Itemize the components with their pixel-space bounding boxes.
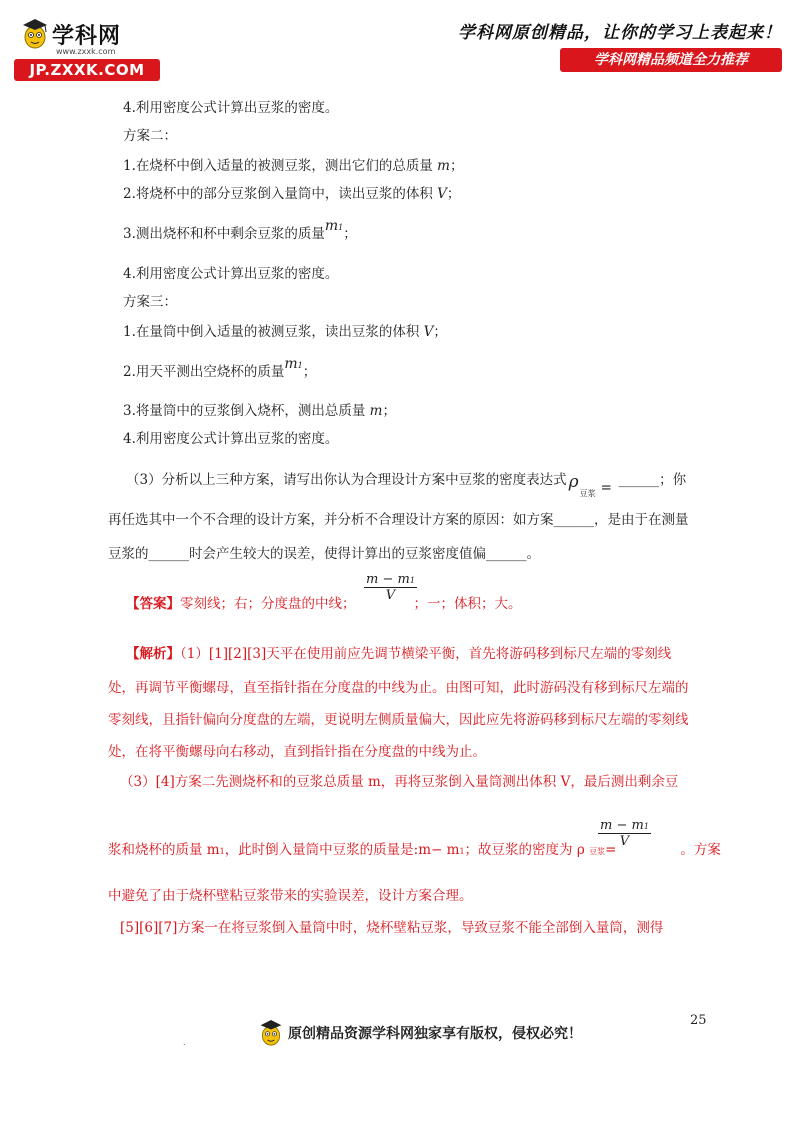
analysis-line: 浆和烧杯的质量 m1，此时倒入量筒中豆浆的质量是:m− m1；故豆浆的密度为 ρ 豆浆= 。方案 (108, 842, 721, 858)
answer-tag: 【答案】 (126, 596, 180, 612)
step-line: 4.利用密度公式计算出豆浆的密度。 (123, 431, 339, 447)
page-number: 25 (690, 1013, 707, 1028)
analysis-line: [5][6][7]方案一在将豆浆倒入量筒中时，烧杯壁粘豆浆，导致豆浆不能全部倒入量筒，测得 (120, 920, 664, 936)
step-line: 1.在量筒中倒入适量的被测豆浆，读出豆浆的体积 V； (123, 324, 447, 340)
question-line: 再任选其中一个不合理的设计方案，并分析不合理设计方案的原因：如方案______，是由于在测量 (108, 512, 689, 528)
analysis-fraction: $\frac{m - m1}{V}$ (600, 818, 649, 849)
logo-title: 学科网 (52, 23, 122, 49)
logo-subtitle: www.zxxk.com (56, 47, 116, 56)
logo-url-badge[interactable]: JP.ZXXK.COM (14, 59, 160, 81)
step-line: 1.在烧杯中倒入适量的被测豆浆，测出它们的总质量 m； (123, 158, 464, 174)
footer (258, 1018, 582, 1048)
rho-symbol: ρ (568, 472, 579, 492)
channel-badge: 学科网精品频道全力推荐 (560, 48, 782, 72)
header-slogan: 学科网原创精品，让你的学习上表起来！ (458, 23, 782, 43)
analysis-line: 零刻线，且指针偏向分度盘的左端，更说明左侧质量偏大，因此应先将游码移到标尺左端的零刻线 (108, 712, 689, 728)
analysis-line: 处，再调节平衡螺母，直至指针指在分度盘的中线为止。由图可知，此时游码没有移到标尺左端的 (108, 680, 689, 696)
footer-dot: . (183, 1038, 186, 1047)
step-line: 4.利用密度公式计算出豆浆的密度。 (123, 100, 339, 116)
step-line: 3.将量筒中的豆浆倒入烧杯，测出总质量 m； (123, 403, 396, 419)
copyright-notice: 原创精品资源学科网独家享有版权，侵权必究！ (288, 1026, 582, 1042)
answer-line: 【答案】零刻线；右；分度盘的中线； ；一；体积；大。 (126, 596, 522, 612)
analysis-line: 处，在将平衡螺母向右移动，直到指针指在分度盘的中线为止。 (108, 744, 486, 760)
answer-fraction: $\frac{m - m1}{V}$ (366, 572, 415, 603)
question-line: 豆浆的______时会产生较大的误差，使得计算出的豆浆密度值偏______。 (108, 546, 540, 562)
analysis-line: （3）[4]方案二先测烧杯和的豆浆总质量 m，再将豆浆倒入量筒测出体积 V，最后测出剩余豆 (120, 774, 679, 790)
question-line: （3）分析以上三种方案，请写出你认为合理设计方案中豆浆的密度表达式 ρ 豆浆 = ______；你 (126, 472, 687, 498)
step-line: 3.测出烧杯和杯中剩余豆浆的质量m1； (123, 218, 357, 242)
mascot-icon (258, 1018, 284, 1048)
step-line: 2.用天平测出空烧杯的质量m1； (123, 356, 317, 380)
analysis-line: 【解析】（1）[1][2][3]天平在使用前应先调节横梁平衡，首先将游码移到标尺左端的零刻线 (126, 646, 672, 662)
mascot-icon (20, 17, 50, 51)
analysis-tag: 【解析】 (126, 646, 180, 662)
step-line: 4.利用密度公式计算出豆浆的密度。 (123, 266, 339, 282)
analysis-line: 中避免了由于烧杯壁粘豆浆带来的实验误差，设计方案合理。 (108, 888, 473, 904)
plan-heading: 方案三： (123, 294, 177, 310)
plan-heading: 方案二： (123, 128, 177, 144)
logo (14, 14, 164, 79)
step-line: 2.将烧杯中的部分豆浆倒入量筒中，读出豆浆的体积 V； (123, 186, 461, 202)
